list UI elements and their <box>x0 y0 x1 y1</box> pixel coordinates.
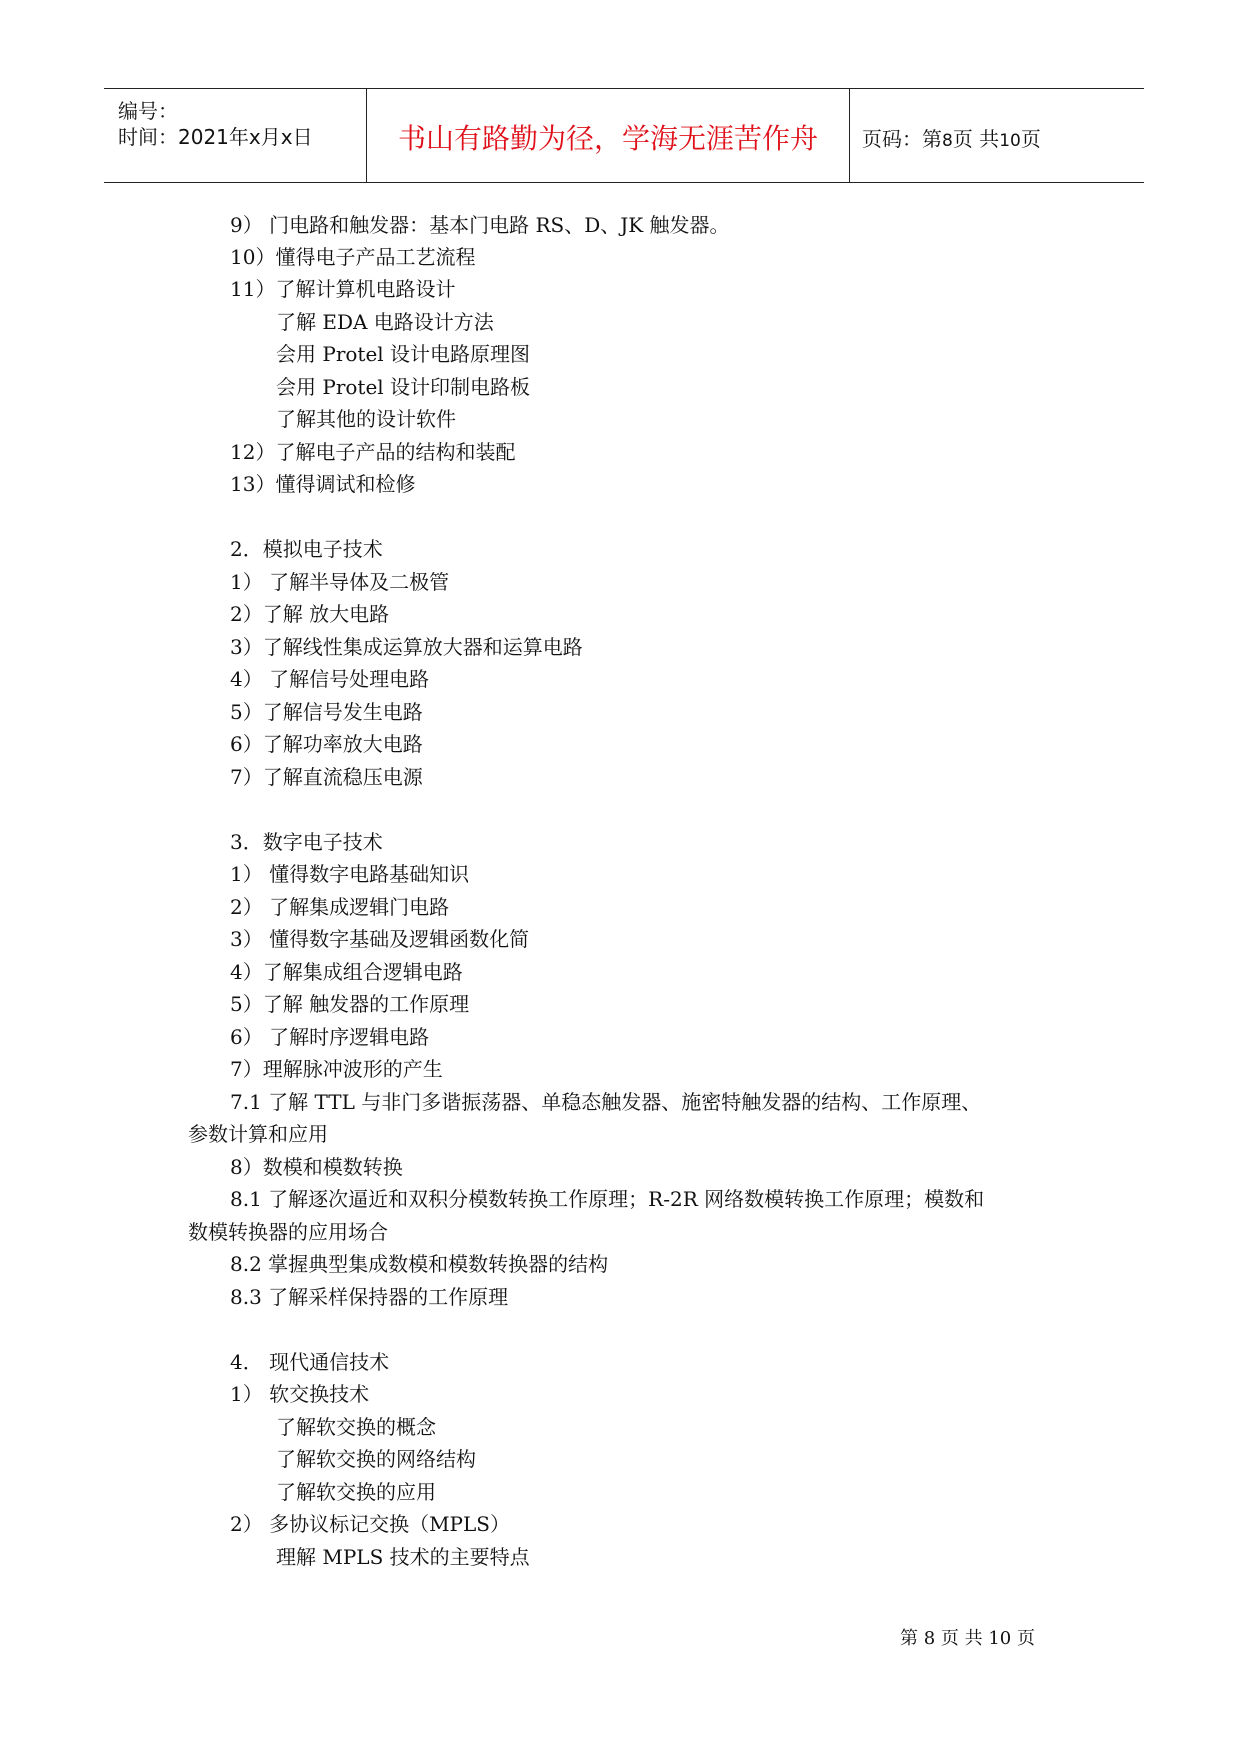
text-line: 6）了解功率放大电路 <box>230 732 423 756</box>
page-suffix: 页 <box>1020 127 1041 151</box>
document-time-label: 时间：2021年x月x日 <box>118 125 313 149</box>
text-line: 1） 懂得数字电路基础知识 <box>230 862 470 886</box>
text-line: 8.2 掌握典型集成数模和模数转换器的结构 <box>230 1252 609 1276</box>
text-line: 7）了解直流稳压电源 <box>230 765 423 789</box>
text-line: 3）了解线性集成运算放大器和运算电路 <box>230 635 583 659</box>
page-current: 8 <box>942 131 953 151</box>
text-line: 了解其他的设计软件 <box>276 407 456 431</box>
text-line: 会用 Protel 设计电路原理图 <box>276 342 531 366</box>
text-line: 5）了解 触发器的工作原理 <box>230 992 470 1016</box>
text-line: 9） 门电路和触发器：基本门电路 RS、D、JK 触发器。 <box>230 213 730 237</box>
page-mid: 页 共 <box>952 127 1000 151</box>
page-footer: 第 8 页 共 10 页 <box>900 1628 1035 1649</box>
text-line: 10）懂得电子产品工艺流程 <box>230 245 476 269</box>
text-line: 了解软交换的概念 <box>276 1415 436 1439</box>
page-header <box>104 88 1144 183</box>
text-line: 6） 了解时序逻辑电路 <box>230 1025 430 1049</box>
header-motto: 书山有路勤为径，学海无涯苦作舟 <box>397 122 818 155</box>
section-heading: 3．数字电子技术 <box>230 830 383 854</box>
header-right-cell <box>850 89 1144 182</box>
text-line: 3） 懂得数字基础及逻辑函数化简 <box>230 927 530 951</box>
text-line: 2） 了解集成逻辑门电路 <box>230 895 450 919</box>
text-line: 8.3 了解采样保持器的工作原理 <box>230 1285 509 1309</box>
text-line: 13）懂得调试和检修 <box>230 472 416 496</box>
text-line: 7.1 了解 TTL 与非门多谐振荡器、单稳态触发器、施密特触发器的结构、工作原理、 <box>230 1090 982 1114</box>
header-page-indicator <box>862 123 1041 152</box>
text-line: 数模转换器的应用场合 <box>188 1220 388 1244</box>
text-line: 了解软交换的网络结构 <box>276 1447 476 1471</box>
text-line: 4） 了解信号处理电路 <box>230 667 430 691</box>
text-line: 理解 MPLS 技术的主要特点 <box>276 1545 530 1569</box>
text-line: 了解软交换的应用 <box>276 1480 436 1504</box>
page-total: 10 <box>999 131 1021 151</box>
header-left-cell <box>104 89 367 182</box>
text-line: 7）理解脉冲波形的产生 <box>230 1057 443 1081</box>
text-line: 1） 软交换技术 <box>230 1382 370 1406</box>
section-heading: 4． 现代通信技术 <box>230 1350 390 1374</box>
text-line: 2） 多协议标记交换（MPLS） <box>230 1512 510 1536</box>
text-line: 5）了解信号发生电路 <box>230 700 423 724</box>
text-line: 12）了解电子产品的结构和装配 <box>230 440 516 464</box>
text-line: 参数计算和应用 <box>188 1122 328 1146</box>
text-line: 会用 Protel 设计印制电路板 <box>276 375 531 399</box>
text-line: 8）数模和模数转换 <box>230 1155 403 1179</box>
header-middle-cell <box>367 89 850 182</box>
text-line: 8.1 了解逐次逼近和双积分模数转换工作原理；R-2R 网络数模转换工作原理；模数和 <box>230 1187 985 1211</box>
text-line: 11）了解计算机电路设计 <box>230 277 456 301</box>
page-prefix: 页码：第 <box>862 127 942 151</box>
text-line: 1） 了解半导体及二极管 <box>230 570 450 594</box>
section-heading: 2．模拟电子技术 <box>230 537 383 561</box>
text-line: 4）了解集成组合逻辑电路 <box>230 960 463 984</box>
document-number-label: 编号： <box>118 99 178 123</box>
text-line: 了解 EDA 电路设计方法 <box>276 310 494 334</box>
text-line: 2）了解 放大电路 <box>230 602 390 626</box>
